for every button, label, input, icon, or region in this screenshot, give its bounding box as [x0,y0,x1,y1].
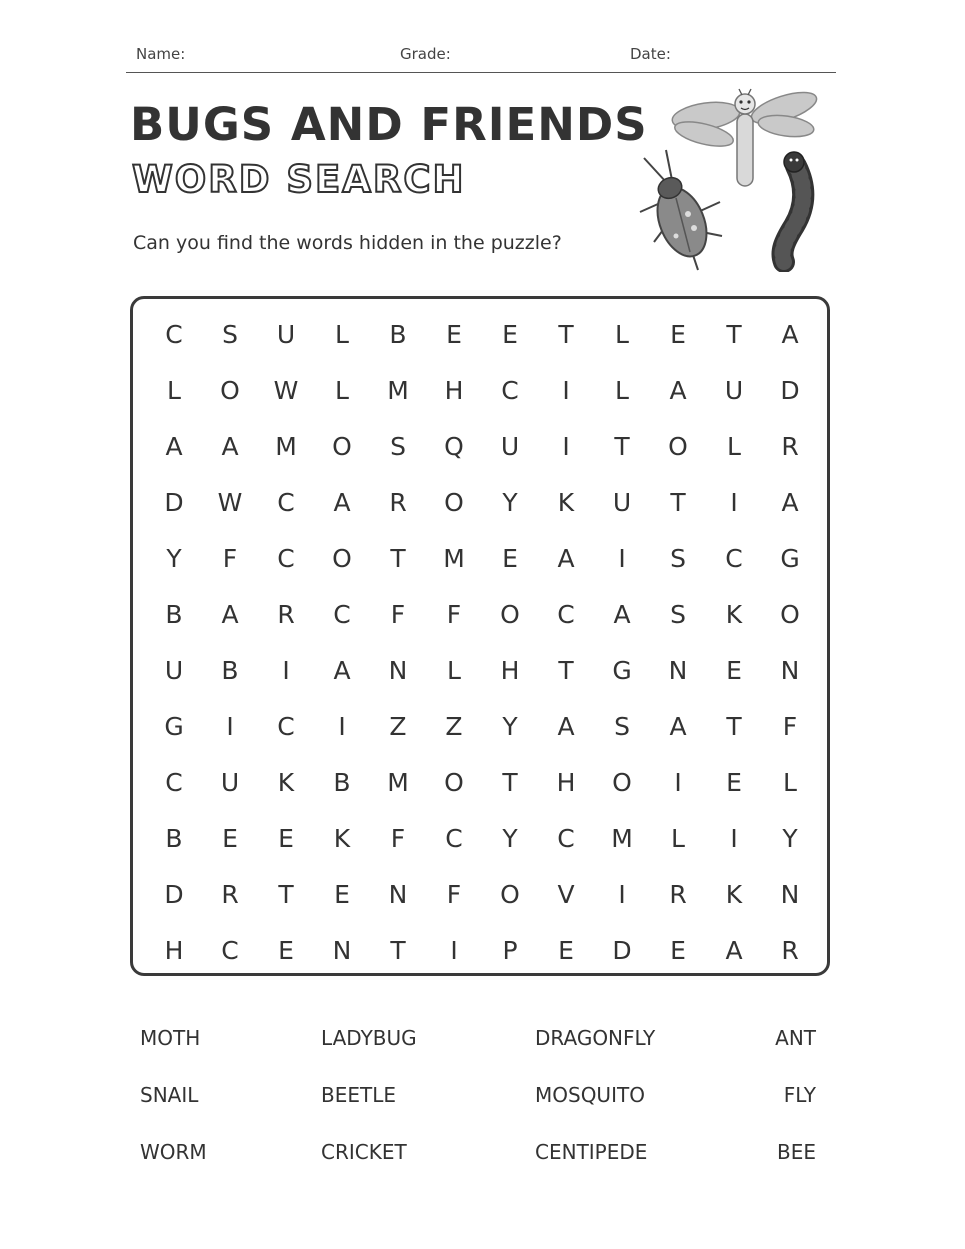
grid-letter: A [221,600,239,629]
grid-letter: A [165,432,183,461]
grid-letter: A [725,936,743,965]
grid-letter: N [668,656,688,685]
grid-row [133,923,827,979]
grid-letter: Y [166,544,182,573]
grid-letter: R [277,600,295,629]
grid-letter: U [276,320,296,349]
grid-letter: I [674,768,682,797]
grid-letter: K [725,880,743,909]
grid-letter: N [388,656,408,685]
grid-letter: E [222,824,238,853]
grid-letter: P [502,936,518,965]
word-list-item: ANT [775,1026,816,1050]
grid-row [133,419,827,475]
grid-letter: B [389,320,407,349]
grid-letter: E [446,320,462,349]
grid-letter: S [222,320,238,349]
grid-letter: U [220,768,240,797]
grid-letter: A [333,488,351,517]
grid-letter: R [781,936,799,965]
grid-letter: A [669,376,687,405]
grid-letter: K [277,768,295,797]
word-list-item: WORM [140,1140,207,1164]
grid-letter: K [557,488,575,517]
grid-letter: E [726,656,742,685]
grid-letter: W [217,488,243,517]
grid-letter: A [781,320,799,349]
instruction-text: Can you find the words hidden in the puzzle? [133,232,562,254]
grid-letter: T [390,936,406,965]
grid-letter: L [335,376,349,405]
title-line-1: BUGS AND FRIENDS [130,98,648,151]
grid-letter: F [390,600,406,629]
beetle-icon [640,150,722,270]
grid-letter: I [562,376,570,405]
grid-letter: B [221,656,239,685]
grid-letter: R [669,880,687,909]
grid-letter: D [780,376,800,405]
grid-letter: O [444,488,464,517]
grid-letter: T [614,432,630,461]
grid-row [133,363,827,419]
grid-letter: K [333,824,351,853]
grid-letter: O [332,432,352,461]
grid-letter: E [502,544,518,573]
grid-letter: W [273,376,299,405]
title-line-2: WORD SEARCH [132,158,466,201]
grid-letter: O [500,600,520,629]
grid-letter: U [612,488,632,517]
grid-letter: H [444,376,464,405]
grid-letter: Y [502,712,518,741]
grid-letter: O [332,544,352,573]
grid-letter: A [557,544,575,573]
grid-letter: Z [389,712,407,741]
grid-letter: C [557,824,575,853]
word-list-item: BEETLE [321,1083,396,1107]
grid-letter: F [446,600,462,629]
grid-letter: C [277,712,295,741]
grid-letter: R [389,488,407,517]
grid-letter: G [164,712,184,741]
grid-letter: I [226,712,234,741]
word-search-grid [130,296,830,976]
word-list-item: MOSQUITO [535,1083,645,1107]
grid-letter: O [612,768,632,797]
word-list-item: BEE [777,1140,816,1164]
grid-letter: H [556,768,576,797]
grid-letter: M [443,544,465,573]
grid-letter: C [725,544,743,573]
grid-letter: O [668,432,688,461]
grid-row [133,699,827,755]
caterpillar-icon [782,152,804,262]
date-field-label: Date: [630,45,671,63]
grid-letter: I [450,936,458,965]
grid-letter: O [444,768,464,797]
grid-letter: T [390,544,406,573]
grid-letter: C [165,768,183,797]
word-list-item: CENTIPEDE [535,1140,648,1164]
grid-letter: G [612,656,632,685]
grid-letter: N [388,880,408,909]
grid-letter: N [332,936,352,965]
grid-letter: F [446,880,462,909]
grid-letter: R [221,880,239,909]
grid-letter: B [165,824,183,853]
grid-letter: I [730,824,738,853]
grid-letter: B [165,600,183,629]
word-list-item: DRAGONFLY [535,1026,656,1050]
grid-letter: C [165,320,183,349]
grid-letter: M [611,824,633,853]
grid-row [133,307,827,363]
grid-letter: T [726,320,742,349]
grid-letter: E [558,936,574,965]
grid-letter: N [780,656,800,685]
grid-letter: I [618,544,626,573]
grid-letter: G [780,544,800,573]
grid-letter: I [282,656,290,685]
grid-letter: C [221,936,239,965]
grid-letter: C [445,824,463,853]
grid-letter: L [615,320,629,349]
grid-letter: U [500,432,520,461]
grid-letter: N [780,880,800,909]
grid-letter: S [390,432,406,461]
grid-letter: T [558,320,574,349]
bug-illustration [636,86,832,272]
grid-letter: C [501,376,519,405]
grid-letter: L [335,320,349,349]
grid-row [133,475,827,531]
grid-letter: H [500,656,520,685]
grade-field-label: Grade: [400,45,451,63]
word-list-item: FLY [783,1083,816,1107]
grid-letter: U [724,376,744,405]
grid-row [133,755,827,811]
grid-letter: Y [502,824,518,853]
grid-letter: L [783,768,797,797]
grid-letter: H [164,936,184,965]
grid-letter: A [557,712,575,741]
header-fields [126,40,836,73]
grid-letter: B [333,768,351,797]
grid-letter: D [164,488,184,517]
grid-letter: O [500,880,520,909]
grid-letter: A [613,600,631,629]
grid-letter: I [618,880,626,909]
grid-letter: T [558,656,574,685]
grid-letter: O [220,376,240,405]
grid-row [133,867,827,923]
grid-letter: E [502,320,518,349]
grid-letter: Q [444,432,464,461]
grid-letter: D [164,880,184,909]
grid-letter: M [275,432,297,461]
grid-row [133,587,827,643]
grid-letter: V [557,880,575,909]
grid-row [133,643,827,699]
grid-letter: L [727,432,741,461]
grid-letter: A [669,712,687,741]
grid-letter: C [557,600,575,629]
grid-letter: A [333,656,351,685]
grid-letter: T [726,712,742,741]
word-list-item: MOTH [140,1026,201,1050]
name-field-label: Name: [136,45,186,63]
grid-letter: C [277,488,295,517]
grid-letter: E [278,936,294,965]
grid-letter: I [562,432,570,461]
grid-letter: K [725,600,743,629]
grid-letter: L [671,824,685,853]
grid-row [133,531,827,587]
grid-letter: E [670,936,686,965]
grid-letter: T [670,488,686,517]
grid-letter: A [221,432,239,461]
grid-letter: U [164,656,184,685]
grid-letter: S [614,712,630,741]
grid-letter: F [222,544,238,573]
grid-letter: E [334,880,350,909]
grid-letter: T [278,880,294,909]
grid-letter: Y [502,488,518,517]
grid-letter: M [387,376,409,405]
grid-letter: M [387,768,409,797]
grid-letter: I [338,712,346,741]
grid-letter: R [781,432,799,461]
grid-row [133,811,827,867]
word-list-item: SNAIL [140,1083,199,1107]
grid-letter: T [502,768,518,797]
word-list-item: CRICKET [321,1140,407,1164]
grid-letter: F [782,712,798,741]
grid-letter: Z [445,712,463,741]
grid-letter: O [780,600,800,629]
grid-letter: E [726,768,742,797]
grid-letter: A [781,488,799,517]
grid-letter: F [390,824,406,853]
word-list-item: LADYBUG [321,1026,417,1050]
grid-letter: E [670,320,686,349]
grid-letter: C [277,544,295,573]
grid-letter: E [278,824,294,853]
grid-letter: S [670,544,686,573]
grid-letter: L [447,656,461,685]
grid-letter: I [730,488,738,517]
grid-letter: C [333,600,351,629]
grid-letter: S [670,600,686,629]
grid-letter: D [612,936,632,965]
grid-letter: Y [782,824,798,853]
grid-letter: L [167,376,181,405]
grid-letter: L [615,376,629,405]
